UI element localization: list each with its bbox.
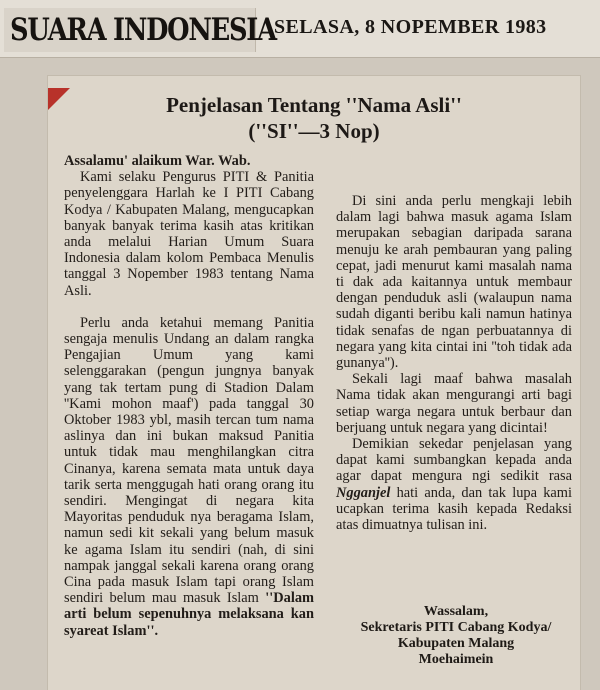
masthead-title: SUARA INDONESIA (10, 12, 276, 48)
signature-organization: Sekretaris PITI Cabang Kodya/ (360, 620, 552, 635)
paragraph-1: Kami selaku Pengurus PITI & Panitia penyelenggara Harlah ke I PITI Cabang Kodya / Kabupaten Malang, mengucapkan banyak banyak terima kasih atas kritikan anda melalui Harian Umum Suara Indonesia dalam kolom Pembaca Menulis tanggal 3 Nopember 1983 tentang Nama Asli. (64, 169, 314, 299)
paragraph-2 (64, 315, 314, 639)
masthead-box (4, 8, 276, 52)
paragraph-5-text-end: hati anda, dan tak lupa kami ucapkan terima kasih kepada Redaksi atas dimuatnya tulisan ini. (336, 484, 572, 534)
signature-closing: Wassalam, (423, 604, 489, 619)
article-title-line2: (''SI''—3 Nop) (248, 119, 380, 143)
paragraph-4: Sekali lagi maaf bahwa masalah Nama tidak akan mengurangi arti bagi setiap warga negara untuk berbaur dan berjuang untuk negara yang dicintai! (336, 371, 572, 436)
paragraph-5-text: Demikian sekedar penjelasan yang dapat kami sumbangkan kepada anda agar dapat mengura ngi sedikit rasa (336, 436, 572, 485)
paragraph-2-bold: ''Dalam arti belum sepenuhnya melaksana kan syareat Islam''. (64, 590, 314, 639)
paragraph-2-text: Perlu anda ketahui memang Panitia sengaja menulis Undang an dalam rangka Pengajian Umum yang kami selenggarakan (pengun jungnya banyak yang tak tertam pung di Stadion Dalam ''Kami mohon maaf') pada tanggal 30 Oktober 1983 ybl, masih tercan tum nama aslinya dan ini bukan maksud Panitia untuk tidak mau menghilangkan citra Cinanya, karena semata mata untuk daya tarik serta menggugah hati orang orang itu sendiri. Mengingat di negara kita Mayoritas penduduk nya beragama Islam, namun sedi kit sekali yang belum masuk ke agama Islam itu sendiri (nah, di sini nampak janggal sekali karena orang orang Cina pada masuk Islam tapi orang Islam sendiri belum mau masuk Islam (64, 314, 314, 607)
article-title (48, 92, 580, 144)
signature-location: Kabupaten Malang (397, 636, 515, 651)
article-title-line1: Penjelasan Tentang ''Nama Asli'' (166, 93, 462, 117)
article-column-left (64, 153, 314, 639)
paragraph-5-bold: Ngganjel (336, 484, 391, 501)
greeting: Assalamu' alaikum War. Wab. (64, 153, 251, 169)
paragraph-3: Di sini anda perlu mengkaji lebih dalam lagi bahwa masuk agama Islam merupakan sebagian daripada sarana menuju ke arah pembauran yang paling cepat, jadi menurut kami masalah nama ti dak ada kaitannya untuk membaur dengan penduduk asli (walaupun nama sudah diganti beribu kali namun hatinya tidak senafas de ngan perbuatannya di negara yang kita cintai ini ''toh tidak ada gunanya''). (336, 193, 572, 372)
signature-block (336, 604, 576, 668)
article-column-right (336, 147, 572, 533)
paragraph-5 (336, 436, 572, 533)
issue-date: SELASA, 8 NOPEMBER 1983 (274, 16, 547, 38)
signature-name: Moehaimein (418, 652, 494, 667)
